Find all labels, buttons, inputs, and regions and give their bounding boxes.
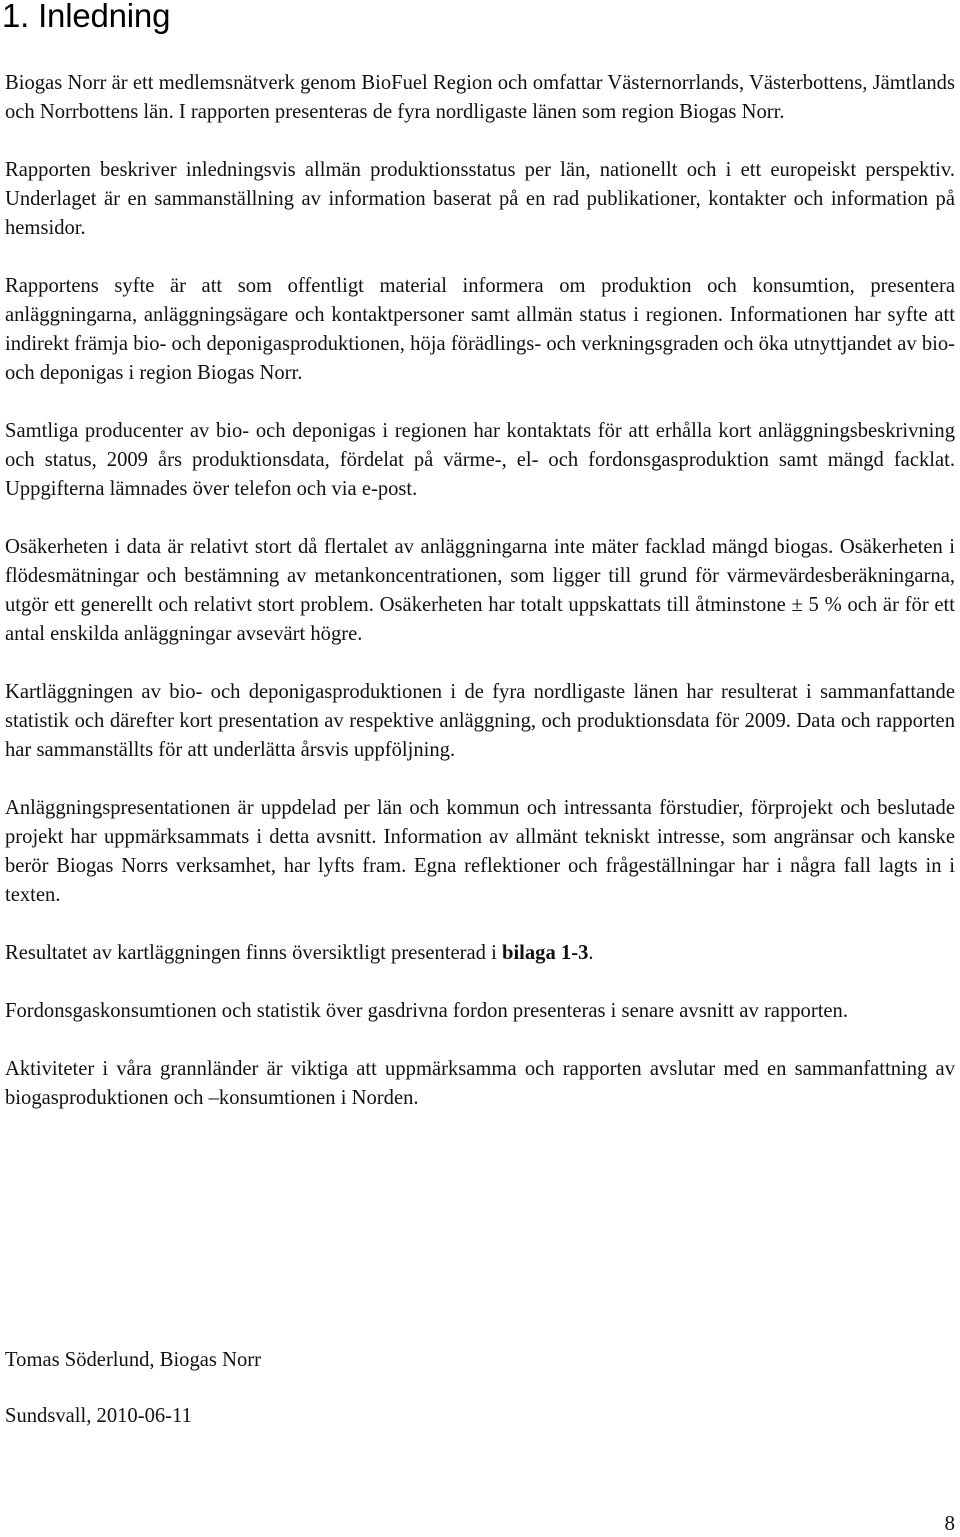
author-name: Tomas Söderlund, Biogas Norr xyxy=(5,1349,261,1371)
appendix-reference: bilaga 1-3 xyxy=(501,942,589,964)
results-text: Resultatet av kartläggningen finns översiktligt presenterad i xyxy=(5,942,502,964)
paragraph-producers: Samtliga producenter av bio- och deponigas i regionen har kontaktats för att erhålla kort anläggningsbeskrivning och status, 2009 års produktionsdata, fördelat på värme-, el- och fordonsgasproduktion samt mängd facklat. Uppgifterna lämnades över telefon och via e-post. xyxy=(5,420,955,500)
paragraph-uncertainty: Osäkerheten i data är relativt stort då flertalet av anläggningarna inte mäter facklad mängd biogas. Osäkerheten i flödesmätningar och bestämning av metankoncentrationen, som ligger till grund för värmevärdesberäkningarna, utgör ett generellt och relativt stort problem. Osäkerheten har totalt uppskattats till åtminstone ± 5 % och är för ett antal enskilda anläggningar avsevärt högre. xyxy=(5,536,955,645)
body-text xyxy=(5,69,955,1113)
place-date: Sundsvall, 2010-06-11 xyxy=(5,1405,192,1427)
results-period: . xyxy=(588,942,594,964)
paragraph-purpose: Rapportens syfte är att som offentligt material informera om produktion och konsumtion, presentera anläggningarna, anläggningsägare och kontaktpersoner samt allmän status i regionen. Informationen har syfte att indirekt främja bio- och deponigasproduktionen, höja förädlings- och verkningsgraden och öka utnyttjandet av bio- och deponigas i region Biogas Norr. xyxy=(5,275,955,384)
page-number: 8 xyxy=(944,1511,955,1535)
paragraph-intro: Biogas Norr är ett medlemsnätverk genom BioFuel Region och omfattar Västernorrlands, Västerbottens, Jämtlands och Norrbottens län. I rapporten presenteras de fyra nordligaste länen som region Biogas Norr. xyxy=(5,72,955,123)
paragraph-neighbours: Aktiviteter i våra grannländer är viktiga att uppmärksamma och rapporten avslutar med en sammanfattning av biogasproduktionen och –konsumtionen i Norden. xyxy=(5,1058,955,1109)
paragraph-survey: Kartläggningen av bio- och deponigasproduktionen i de fyra nordligaste länen har resulterat i sammanfattande statistik och därefter kort presentation av respektive anläggning, och produktionsdata för 2009. Data och rapporten har sammanställts för att underlätta årsvis uppföljning. xyxy=(5,681,955,761)
paragraph-report-description: Rapporten beskriver inledningsvis allmän produktionsstatus per län, nationellt och i ett europeiskt perspektiv. Underlaget är en sammanställning av information baserat på en rad publikationer, kontakter och information på hemsidor. xyxy=(5,159,955,239)
paragraph-presentation: Anläggningspresentationen är uppdelad per län och kommun och intressanta förstudier, förprojekt och beslutade projekt har uppmärksammats i detta avsnitt. Information av allmänt tekniskt intresse, som angränsar och kanske berör Biogas Norrs verksamhet, har lyfts fram. Egna reflektioner och frågeställningar har i några fall lagts in i texten. xyxy=(5,797,955,906)
section-heading: 1. Inledning xyxy=(2,0,171,34)
paragraph-results xyxy=(5,939,955,968)
signature-block xyxy=(5,1346,705,1431)
paragraph-vehicle-gas: Fordonsgaskonsumtionen och statistik över gasdrivna fordon presenteras i senare avsnitt av rapporten. xyxy=(5,1000,848,1022)
